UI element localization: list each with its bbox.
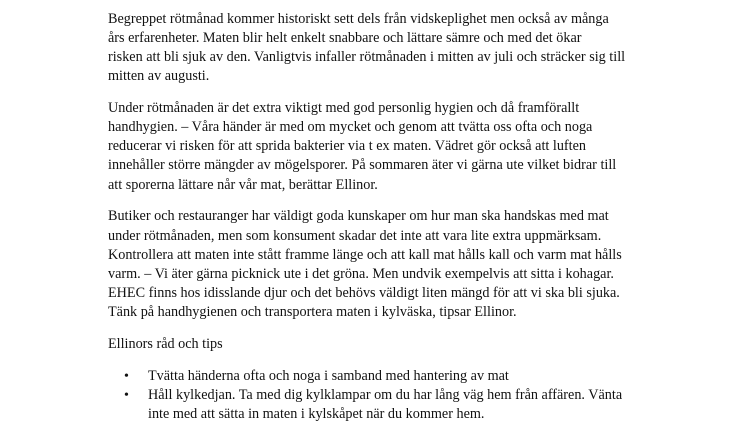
tips-heading-text: Ellinors råd och tips	[108, 335, 223, 352]
text-line: inte med att sätta in maten i kylskåpet när du kommer hem.	[148, 405, 485, 422]
text-line: EHEC finns hos idisslande djur och det behövs väldigt liten mängd för att vi ska bli sjuka.	[108, 284, 620, 301]
text-line: risken att bli sjuk av den. Vanligtvis infaller rötmånaden i mitten av juli och sträcker sig till	[108, 49, 626, 66]
text-line: handhygien. – Våra händer är med om mycket och genom att tvätta oss ofta och noga	[108, 119, 593, 136]
paragraph-stores-restaurants	[108, 207, 648, 322]
text-line: varm. – Vi äter gärna picknick ute i det gröna. Men undvik exempelvis att sitta i kohagar.	[108, 265, 614, 282]
paragraph-hygiene	[108, 99, 648, 194]
tips-heading	[108, 335, 648, 354]
text-line: Håll kylkedjan. Ta med dig kylklampar om du har lång väg hem från affären. Vänta	[148, 386, 623, 403]
paragraph-rotmanad-history	[108, 10, 648, 86]
list-item	[124, 367, 648, 386]
tips-list	[108, 367, 648, 424]
document-body	[108, 10, 648, 424]
text-line: Tänk på handhygienen och transportera maten i kylväska, tipsar Ellinor.	[108, 303, 517, 320]
text-line: Tvätta händerna ofta och noga i samband med hantering av mat	[148, 367, 509, 384]
list-item	[124, 386, 648, 424]
text-line: reducerar vi risken för att sprida bakterier via t ex maten. Vädret gör också att luften	[108, 138, 586, 155]
text-line: att sporerna lättare når vår mat, berättar Ellinor.	[108, 176, 378, 193]
text-line: under rötmånaden, men som konsument skadar det inte att vara lite extra uppmärksam.	[108, 227, 602, 244]
text-line: mitten av augusti.	[108, 68, 210, 85]
text-line: innehåller större mängder av mögelsporer. På sommaren äter vi gärna ute vilket bidrar till	[108, 157, 617, 174]
bullet-icon: •	[124, 368, 129, 384]
bullet-icon: •	[124, 387, 129, 403]
text-line: Butiker och restauranger har väldigt goda kunskaper om hur man ska handskas med mat	[108, 208, 609, 225]
text-line: års erfarenheter. Maten blir helt enkelt snabbare och lättare sämre och med det ökar	[108, 30, 582, 47]
text-line: Kontrollera att maten inte stått framme länge och att kall mat hålls kall och varm mat hålls	[108, 246, 622, 263]
text-line: Under rötmånaden är det extra viktigt med god personlig hygien och då framförallt	[108, 100, 580, 117]
text-line: Begreppet rötmånad kommer historiskt sett dels från vidskeplighet men också av många	[108, 11, 609, 27]
